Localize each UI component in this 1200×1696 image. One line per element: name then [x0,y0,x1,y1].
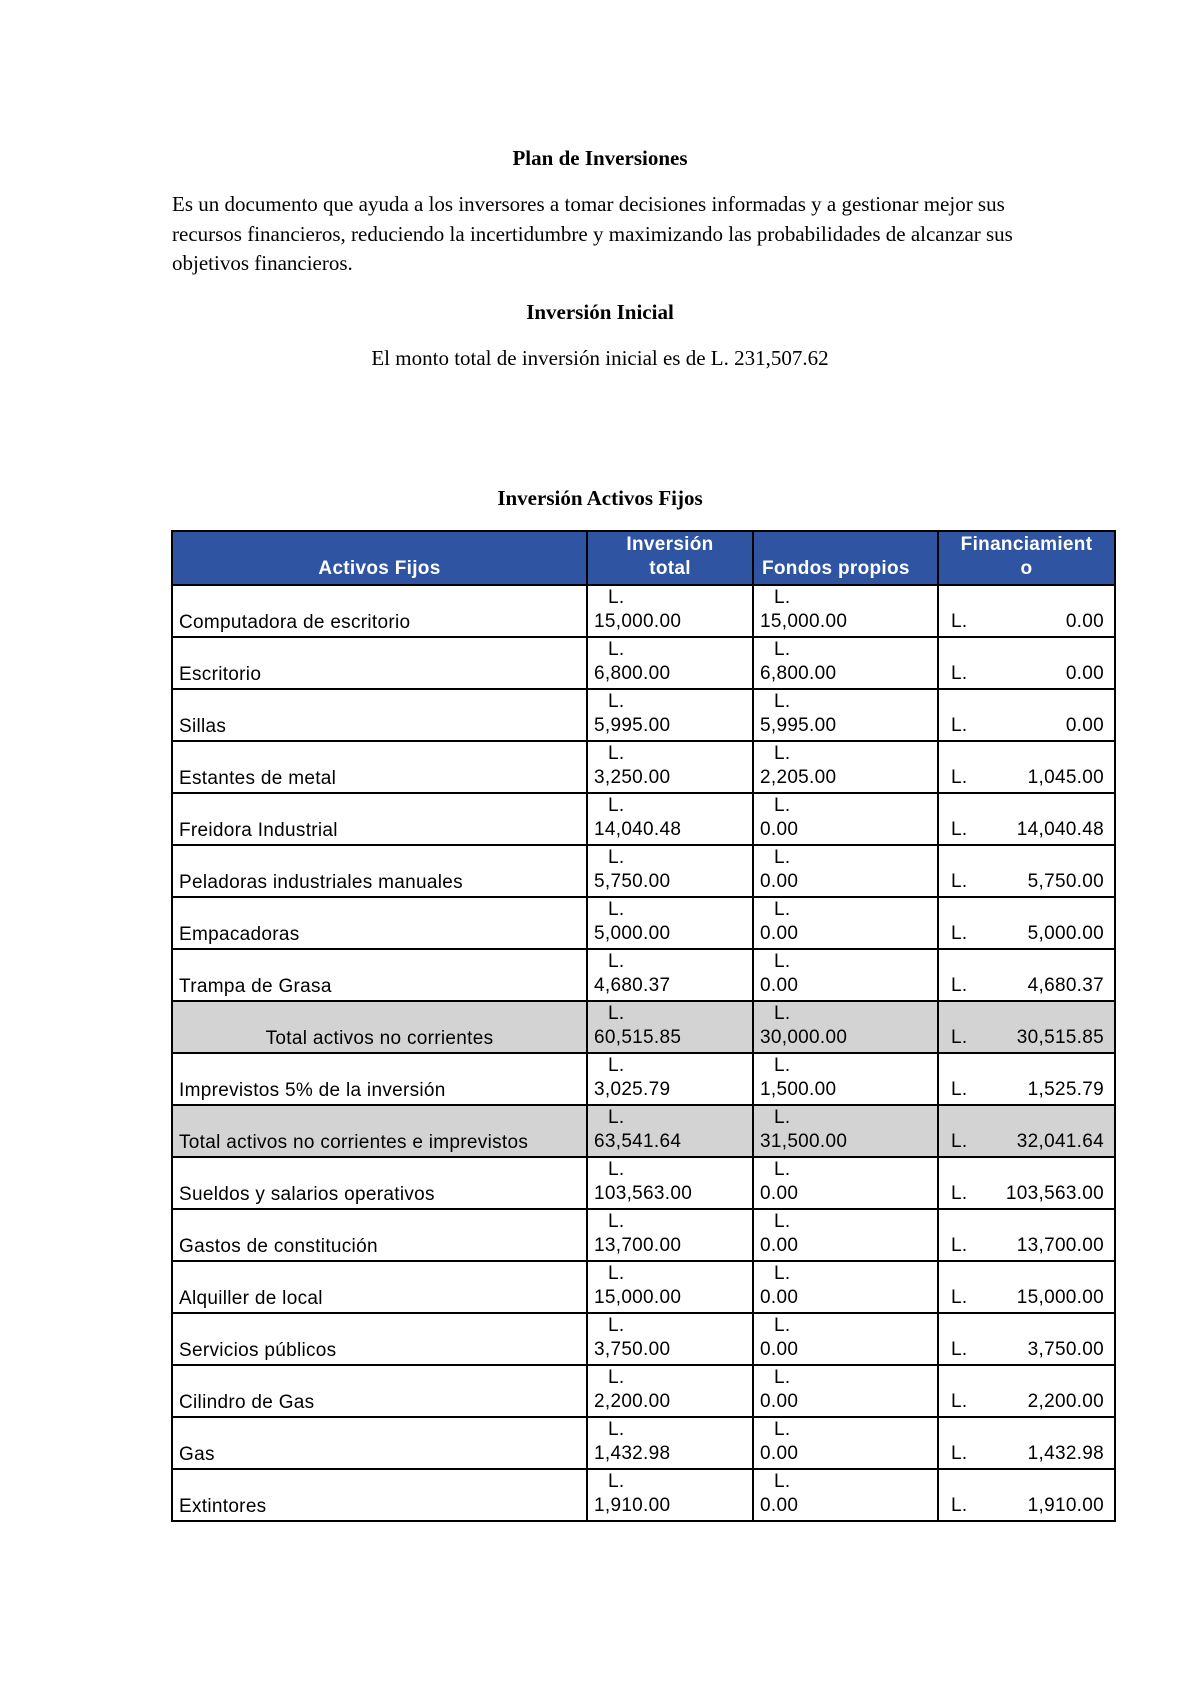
row-label: Sueldos y salarios operativos [172,1157,587,1209]
value: 1,432.98 [594,1443,671,1464]
row-label: Extintores [172,1469,587,1521]
currency-symbol: L. [608,1315,625,1336]
value: 5,000.00 [1027,923,1104,944]
cell-financiamiento [938,1469,1115,1521]
table-row [172,741,1115,793]
cell-inversion-total [587,793,753,845]
cell-fondos-propios [753,1209,938,1261]
table-row [172,1209,1115,1261]
value: 13,700.00 [1016,1235,1104,1256]
table-row [172,585,1115,637]
value: 4,680.37 [1027,975,1104,996]
cell-inversion-total [587,1053,753,1105]
table-row [172,1001,1115,1053]
currency-symbol: L. [608,1419,625,1440]
table-row [172,1157,1115,1209]
value: 0.00 [1065,715,1104,736]
cell-fondos-propios [753,1469,938,1521]
value: 6,800.00 [594,663,671,684]
row-label: Imprevistos 5% de la inversión [172,1053,587,1105]
currency-symbol: L. [774,1471,791,1492]
currency-symbol: L. [774,1315,791,1336]
currency-symbol: L. [951,1443,968,1464]
currency-symbol: L. [774,795,791,816]
document-title: Plan de Inversiones [512,146,688,170]
value: 5,000.00 [594,923,671,944]
cell-inversion-total [587,1001,753,1053]
currency-symbol: L. [608,1003,625,1024]
value: 1,525.79 [1027,1079,1104,1100]
currency-symbol: L. [608,639,625,660]
row-label: Total activos no corrientes [172,1001,587,1053]
value: 2,200.00 [594,1391,671,1412]
currency-symbol: L. [951,663,968,684]
cell-fondos-propios [753,949,938,1001]
currency-symbol: L. [608,1367,625,1388]
currency-symbol: L. [774,639,791,660]
cell-financiamiento [938,1001,1115,1053]
cell-inversion-total [587,1157,753,1209]
value: 0.00 [760,1287,799,1308]
currency-symbol: L. [774,1419,791,1440]
value: 32,041.64 [1016,1131,1104,1152]
value: 0.00 [1065,663,1104,684]
cell-financiamiento [938,1053,1115,1105]
header-fondos-propios: Fondos propios [753,531,938,585]
currency-symbol: L. [608,691,625,712]
cell-fondos-propios [753,1261,938,1313]
cell-fondos-propios [753,1417,938,1469]
table-row [172,793,1115,845]
value: 3,750.00 [594,1339,671,1360]
currency-symbol: L. [774,587,791,608]
value: 15,000.00 [594,1287,682,1308]
row-label: Trampa de Grasa [172,949,587,1001]
value: 4,680.37 [594,975,671,996]
value: 3,025.79 [594,1079,671,1100]
currency-symbol: L. [608,1263,625,1284]
currency-symbol: L. [774,1159,791,1180]
row-label: Computadora de escritorio [172,585,587,637]
cell-financiamiento [938,689,1115,741]
row-label: Escritorio [172,637,587,689]
table-row [172,1313,1115,1365]
currency-symbol: L. [774,1367,791,1388]
cell-inversion-total [587,949,753,1001]
cell-inversion-total [587,585,753,637]
value: 15,000.00 [1016,1287,1104,1308]
cell-financiamiento [938,1209,1115,1261]
row-label: Alquiller de local [172,1261,587,1313]
value: 0.00 [760,975,799,996]
row-label: Estantes de metal [172,741,587,793]
value: 0.00 [1065,611,1104,632]
table-row [172,1053,1115,1105]
cell-fondos-propios [753,1001,938,1053]
currency-symbol: L. [951,1027,968,1048]
value: 1,045.00 [1027,767,1104,788]
currency-symbol: L. [951,1287,968,1308]
currency-symbol: L. [774,691,791,712]
cell-fondos-propios [753,689,938,741]
cell-financiamiento [938,793,1115,845]
value: 15,000.00 [594,611,682,632]
row-label: Gastos de constitución [172,1209,587,1261]
currency-symbol: L. [951,1183,968,1204]
value: 0.00 [760,1339,799,1360]
value: 1,432.98 [1027,1443,1104,1464]
value: 0.00 [760,1495,799,1516]
cell-inversion-total [587,845,753,897]
row-label: Freidora Industrial [172,793,587,845]
value: 0.00 [760,819,799,840]
table-body [172,585,1115,1521]
table-row [172,1365,1115,1417]
value: 15,000.00 [760,611,848,632]
cell-fondos-propios [753,1313,938,1365]
row-label: Gas [172,1417,587,1469]
currency-symbol: L. [608,1055,625,1076]
cell-financiamiento [938,1157,1115,1209]
intro-paragraph: Es un documento que ayuda a los inversores a tomar decisiones informadas y a gestionar mejor sus recursos financieros, reduciendo la incertidumbre y maximizando las probabilidades de alcanzar sus objetivos financieros. [172,192,1013,275]
section-title-activos-fijos: Inversión Activos Fijos [497,486,703,510]
value: 1,500.00 [760,1079,837,1100]
cell-fondos-propios [753,793,938,845]
value: 5,995.00 [594,715,671,736]
currency-symbol: L. [951,715,968,736]
currency-symbol: L. [608,1159,625,1180]
fixed-assets-table [171,530,1116,1522]
value: 0.00 [760,1391,799,1412]
cell-fondos-propios [753,897,938,949]
section-title-inversion-inicial: Inversión Inicial [526,300,674,324]
cell-fondos-propios [753,1105,938,1157]
value: 5,750.00 [1027,871,1104,892]
initial-investment-amount: El monto total de inversión inicial es de L. 231,507.62 [371,346,829,370]
cell-financiamiento [938,585,1115,637]
cell-fondos-propios [753,637,938,689]
row-label: Cilindro de Gas [172,1365,587,1417]
value: 3,750.00 [1027,1339,1104,1360]
currency-symbol: L. [608,1107,625,1128]
cell-financiamiento [938,1105,1115,1157]
currency-symbol: L. [774,743,791,764]
cell-inversion-total [587,741,753,793]
currency-symbol: L. [951,767,968,788]
currency-symbol: L. [774,899,791,920]
cell-inversion-total [587,897,753,949]
table-header-row [172,531,1115,585]
cell-financiamiento [938,741,1115,793]
currency-symbol: L. [951,923,968,944]
currency-symbol: L. [774,1263,791,1284]
table-row [172,949,1115,1001]
cell-inversion-total [587,1417,753,1469]
cell-fondos-propios [753,1053,938,1105]
value: 0.00 [760,1235,799,1256]
row-label: Peladoras industriales manuales [172,845,587,897]
value: 13,700.00 [594,1235,682,1256]
value: 0.00 [760,871,799,892]
value: 5,750.00 [594,871,671,892]
currency-symbol: L. [951,1495,968,1516]
currency-symbol: L. [608,951,625,972]
cell-financiamiento [938,637,1115,689]
currency-symbol: L. [608,743,625,764]
row-label: Sillas [172,689,587,741]
currency-symbol: L. [951,611,968,632]
currency-symbol: L. [608,587,625,608]
table-row [172,845,1115,897]
currency-symbol: L. [608,847,625,868]
cell-fondos-propios [753,1157,938,1209]
cell-fondos-propios [753,741,938,793]
cell-inversion-total [587,1313,753,1365]
currency-symbol: L. [608,1471,625,1492]
currency-symbol: L. [774,1211,791,1232]
cell-financiamiento [938,1365,1115,1417]
value: 14,040.48 [1016,819,1104,840]
value: 103,563.00 [1005,1183,1104,1204]
cell-inversion-total [587,1105,753,1157]
value: 1,910.00 [1027,1495,1104,1516]
table-row [172,1261,1115,1313]
currency-symbol: L. [951,1339,968,1360]
value: 1,910.00 [594,1495,671,1516]
currency-symbol: L. [951,1131,968,1152]
cell-financiamiento [938,949,1115,1001]
cell-inversion-total [587,1261,753,1313]
value: 2,200.00 [1027,1391,1104,1412]
value: 0.00 [760,1183,799,1204]
value: 2,205.00 [760,767,837,788]
header-activos-fijos: Activos Fijos [172,531,587,585]
cell-fondos-propios [753,585,938,637]
value: 0.00 [760,923,799,944]
currency-symbol: L. [951,819,968,840]
cell-financiamiento [938,1313,1115,1365]
value: 3,250.00 [594,767,671,788]
table-row [172,1105,1115,1157]
row-label: Empacadoras [172,897,587,949]
header-inversion-total: Inversión total [587,531,753,585]
row-label: Total activos no corrientes e imprevistos [172,1105,587,1157]
currency-symbol: L. [774,1107,791,1128]
currency-symbol: L. [774,1055,791,1076]
cell-inversion-total [587,1209,753,1261]
currency-symbol: L. [774,1003,791,1024]
cell-inversion-total [587,1469,753,1521]
value: 103,563.00 [594,1183,693,1204]
value: 31,500.00 [760,1131,848,1152]
cell-inversion-total [587,1365,753,1417]
currency-symbol: L. [774,951,791,972]
currency-symbol: L. [774,847,791,868]
currency-symbol: L. [951,1079,968,1100]
value: 30,515.85 [1016,1027,1104,1048]
value: 63,541.64 [594,1131,682,1152]
currency-symbol: L. [951,975,968,996]
currency-symbol: L. [608,899,625,920]
currency-symbol: L. [608,795,625,816]
cell-financiamiento [938,845,1115,897]
cell-financiamiento [938,1261,1115,1313]
cell-inversion-total [587,689,753,741]
cell-financiamiento [938,1417,1115,1469]
currency-symbol: L. [951,871,968,892]
table-row [172,637,1115,689]
currency-symbol: L. [951,1391,968,1412]
table-row [172,897,1115,949]
table-row [172,1469,1115,1521]
cell-inversion-total [587,637,753,689]
row-label: Servicios públicos [172,1313,587,1365]
value: 5,995.00 [760,715,837,736]
cell-financiamiento [938,897,1115,949]
value: 30,000.00 [760,1027,848,1048]
header-financiamiento: Financiamient o [938,531,1115,585]
cell-fondos-propios [753,845,938,897]
value: 6,800.00 [760,663,837,684]
cell-fondos-propios [753,1365,938,1417]
table-row [172,689,1115,741]
value: 0.00 [760,1443,799,1464]
value: 60,515.85 [594,1027,682,1048]
currency-symbol: L. [951,1235,968,1256]
table-row [172,1417,1115,1469]
value: 14,040.48 [594,819,682,840]
currency-symbol: L. [608,1211,625,1232]
